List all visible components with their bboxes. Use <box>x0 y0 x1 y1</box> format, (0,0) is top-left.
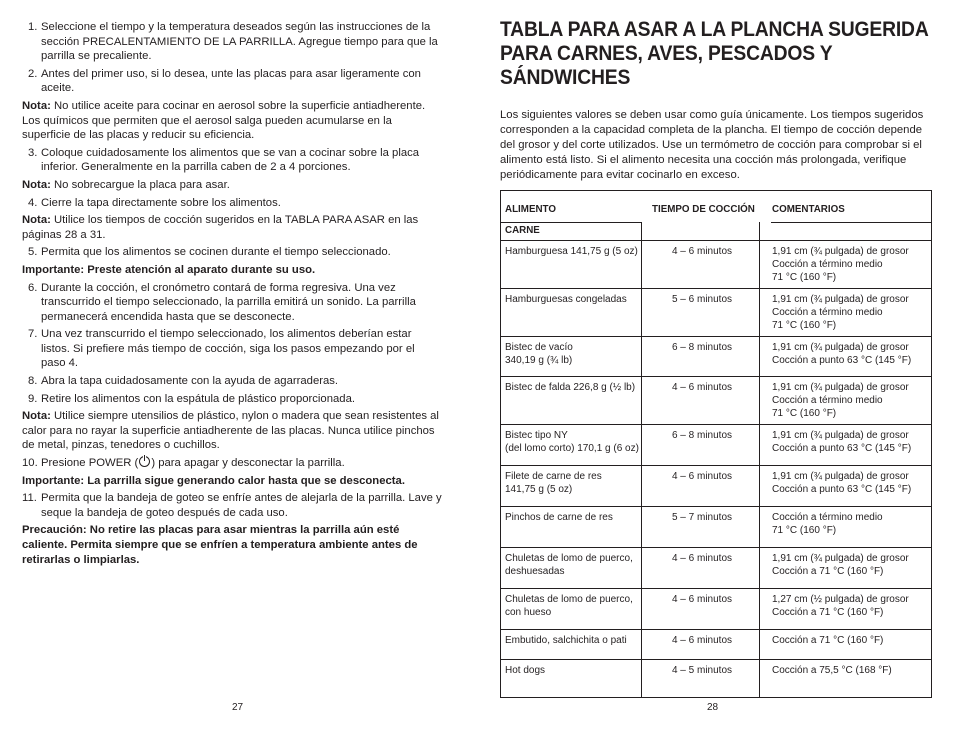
table-cell-time: 4 – 6 minutos <box>671 246 733 257</box>
table-rule <box>501 506 931 507</box>
table-rule <box>501 465 931 466</box>
table-cell-comments: 1,91 cm (¾ pulgada) de grosor Cocción a 71 °C (160 °F) <box>772 553 909 577</box>
step-text: Durante la cocción, el cronómetro contará de forma regresiva. Una vez transcurrido el tiempo seleccionado, la parrilla emitirá un sonido. La parrilla permanecerá encendida hasta que se desconecte. <box>41 281 416 323</box>
table-cell-food: Bistec tipo NY (del lomo corto) 170,1 g (6 oz) <box>505 430 639 454</box>
instruction-step <box>22 281 442 325</box>
note-label: Nota: <box>22 178 51 191</box>
instruction-step <box>22 20 442 64</box>
instruction-step <box>22 491 442 520</box>
note-label: Nota: <box>22 410 51 423</box>
table-rule <box>501 547 931 548</box>
instruction-step <box>22 456 442 471</box>
step-number: 4. <box>28 196 38 209</box>
table-rule <box>501 222 641 223</box>
table-cell-time: 4 – 6 minutos <box>671 471 733 482</box>
step-text: Presione POWER ( <box>41 457 139 470</box>
step-text: Permita que la bandeja de goteo se enfríe antes de alejarla de la parrilla. Lave y seque la bandeja de goteo después de cada uso. <box>41 492 442 519</box>
column-header-comments: COMENTARIOS <box>772 204 845 215</box>
step-text: Seleccione el tiempo y la temperatura deseados según las instrucciones de la sección PRECALENTAMIENTO DE LA PARRILLA. Agregue tiempo para que la parrilla se precaliente. <box>41 21 438 63</box>
step-text: Cierre la tapa directamente sobre los alimentos. <box>41 196 281 209</box>
page-number-left: 27 <box>232 702 244 713</box>
table-cell-food: Bistec de falda 226,8 g (½ lb) <box>505 382 636 393</box>
table-cell-time: 5 – 7 minutos <box>671 512 733 523</box>
step-text: Retire los alimentos con la espátula de plástico proporcionada. <box>41 392 355 405</box>
table-rule <box>501 288 931 289</box>
step-number: 11. <box>22 492 37 505</box>
table-cell-time: 6 – 8 minutos <box>671 342 733 353</box>
table-cell-time: 4 – 6 minutos <box>671 635 733 646</box>
column-divider <box>759 222 760 697</box>
table-cell-comments: Cocción a 75,5 °C (168 °F) <box>772 665 892 676</box>
step-number: 8. <box>28 375 38 388</box>
table-cell-food: Hamburguesa 141,75 g (5 oz) <box>505 246 638 257</box>
step-number: 9. <box>28 392 38 405</box>
intro-paragraph: Los siguientes valores se deben usar como guía únicamente. Los tiempos sugeridos corresponden a la capacidad completa de la plancha. El tiempo de cocción depende del grosor y del corte utilizados. Use un termómetro de cocción para comprobar si el alimento está listo. Si el alimento necesita una cocción más prolongada, verifique periódicamente para evitar cocinarlo en exceso. <box>500 109 924 181</box>
table-rule <box>501 629 931 630</box>
instruction-step <box>22 146 442 175</box>
step-text: Abra la tapa cuidadosamente con la ayuda de agarraderas. <box>41 375 339 388</box>
step-text: Permita que los alimentos se cocinen durante el tiempo seleccionado. <box>41 246 391 259</box>
note-text: No sobrecargue la placa para asar. <box>50 178 230 191</box>
note <box>22 178 442 193</box>
step-number: 6. <box>28 281 38 294</box>
note-text: Utilice siempre utensilios de plástico, nylon o madera que sean resistentes al calor para no rayar la superficie antiadherente de las placas. Nunca utilice pinchos de metal, pinzas, tenedores o cuchillos. <box>22 410 439 452</box>
step-text: Coloque cuidadosamente los alimentos que se van a cocinar sobre la placa inferior. Generalmente en la parrilla caben de 2 a 4 porciones. <box>41 146 420 174</box>
table-cell-food: Chuletas de lomo de puerco, con hueso <box>505 594 633 618</box>
table-cell-food: Filete de carne de res 141,75 g (5 oz) <box>505 471 602 495</box>
instruction-step <box>22 392 442 407</box>
table-cell-comments: 1,91 cm (¾ pulgada) de grosor Cocción a punto 63 °C (145 °F) <box>772 342 912 366</box>
table-cell-time: 4 – 5 minutos <box>671 665 733 676</box>
table-cell-comments: 1,91 cm (¾ pulgada) de grosor Cocción a punto 63 °C (145 °F) <box>772 430 912 454</box>
table-cell-comments: 1,27 cm (½ pulgada) de grosor Cocción a 71 °C (160 °F) <box>772 594 909 618</box>
table-rule <box>501 424 931 425</box>
step-number: 3. <box>28 146 38 159</box>
instruction-step <box>22 374 442 389</box>
important-notice: Importante: Preste atención al aparato durante su uso. <box>22 263 316 276</box>
step-text: ) para apagar y desconectar la parrilla. <box>151 457 345 470</box>
step-number: 1. <box>28 21 38 33</box>
table-cell-food: Hot dogs <box>505 665 546 676</box>
section-label-meat: CARNE <box>505 225 540 236</box>
power-icon <box>139 456 150 467</box>
step-number: 7. <box>28 328 38 341</box>
step-number: 5. <box>28 246 38 259</box>
note-text: Utilice los tiempos de cocción sugeridos en la TABLA PARA ASAR en las páginas 28 a 31. <box>22 214 419 241</box>
table-cell-food: Bistec de vacío 340,19 g (¾ lb) <box>505 342 573 366</box>
table-cell-comments: Cocción a 71 °C (160 °F) <box>772 635 884 646</box>
instructions-column <box>22 20 442 570</box>
table-cell-time: 5 – 6 minutos <box>671 294 733 305</box>
important-notice: Importante: La parrilla sigue generando calor hasta que se desconecta. <box>22 474 405 487</box>
table-rule <box>501 659 931 660</box>
table-cell-food: Pinchos de carne de res <box>505 512 613 523</box>
table-cell-time: 4 – 6 minutos <box>671 553 733 564</box>
table-cell-comments: 1,91 cm (¾ pulgada) de grosor Cocción a término medio 71 °C (160 °F) <box>772 246 909 283</box>
table-rule <box>771 222 931 223</box>
table-cell-food: Chuletas de lomo de puerco, deshuesadas <box>505 553 633 577</box>
table-cell-food: Embutido, salchichita o pati <box>505 635 627 646</box>
note <box>22 409 442 453</box>
table-rule <box>501 240 931 241</box>
column-header-time: TIEMPO DE COCCIÓN <box>652 204 755 215</box>
note <box>22 99 442 143</box>
column-divider <box>641 222 642 697</box>
note-label: Nota: <box>22 99 51 112</box>
note-label: Nota: <box>22 214 51 227</box>
table-rule <box>501 376 931 377</box>
table-rule <box>501 588 931 589</box>
step-number: 2. <box>28 67 38 80</box>
table-rule <box>501 336 931 337</box>
important-notice: Precaución: No retire las placas para asar mientras la parrilla aún esté caliente. Permita siempre que se enfríen a temperatura ambiente antes de retirarlas o limpiarlas. <box>22 524 418 566</box>
instruction-step <box>22 245 442 260</box>
instruction-step <box>22 196 442 211</box>
table-cell-comments: 1,91 cm (¾ pulgada) de grosor Cocción a punto 63 °C (145 °F) <box>772 471 912 495</box>
table-cell-comments: 1,91 cm (¾ pulgada) de grosor Cocción a término medio 71 °C (160 °F) <box>772 382 909 419</box>
table-cell-comments: 1,91 cm (¾ pulgada) de grosor Cocción a término medio 71 °C (160 °F) <box>772 294 909 331</box>
note <box>22 213 442 242</box>
column-header-food: ALIMENTO <box>505 204 556 215</box>
page-title: TABLA PARA ASAR A LA PLANCHA SUGERIDA PARA CARNES, AVES, PESCADOS Y SÁNDWICHES <box>500 18 928 89</box>
step-text: Antes del primer uso, si lo desea, unte las placas para asar ligeramente con aceite. <box>41 67 421 95</box>
page-number-right: 28 <box>707 702 719 713</box>
step-number: 10. <box>22 457 38 470</box>
instruction-step <box>22 67 442 96</box>
table-cell-comments: Cocción a término medio 71 °C (160 °F) <box>772 512 883 536</box>
table-cell-time: 6 – 8 minutos <box>671 430 733 441</box>
table-cell-time: 4 – 6 minutos <box>671 594 733 605</box>
instruction-step <box>22 327 442 371</box>
table-cell-food: Hamburguesas congeladas <box>505 294 627 305</box>
grill-table-section <box>500 18 934 183</box>
table-cell-time: 4 – 6 minutos <box>671 382 733 393</box>
step-text: Una vez transcurrido el tiempo seleccionado, los alimentos deberían estar listos. Si prefiere más tiempo de cocción, siga los pasos empezando por el paso 4. <box>41 328 415 370</box>
grilling-table <box>500 190 932 698</box>
note-text: No utilice aceite para cocinar en aerosol sobre la superficie antiadherente. Los químicos que permiten que el aerosol salga pueden acumularse en la superficie de las placas y reducir su eficiencia. <box>22 99 426 142</box>
